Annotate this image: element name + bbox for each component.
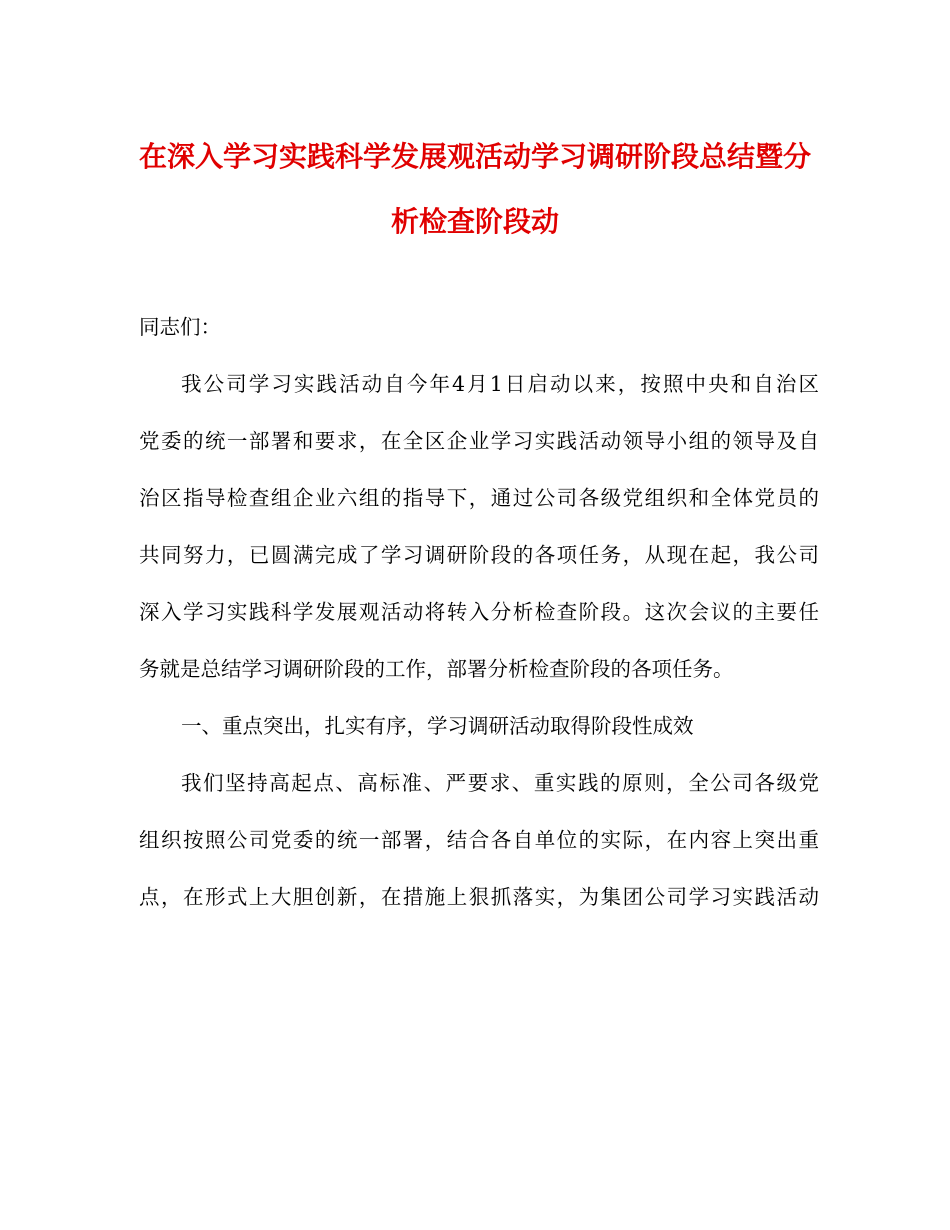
paragraph-1-line-1: 我公司学习实践活动自今年4月1日启动以来，按照中央和自治区: [181, 372, 819, 396]
paragraph-2-line-3: 点，在形式上大胆创新，在措施上狠抓落实，为集团公司学习实践活动: [139, 885, 819, 909]
document-title-line-2: 析检查阶段动: [390, 205, 559, 238]
paragraph-1-line-2: 党委的统一部署和要求，在全区企业学习实践活动领导小组的领导及自: [139, 429, 819, 453]
paragraph-1-line-6: 务就是总结学习调研阶段的工作，部署分析检查阶段的各项任务。: [139, 657, 734, 681]
paragraph-2-line-2: 组织按照公司党委的统一部署，结合各自单位的实际，在内容上突出重: [139, 828, 819, 852]
document-title-line-1: 在深入学习实践科学发展观活动学习调研阶段总结暨分: [138, 140, 811, 173]
paragraph-1-line-4: 共同努力，已圆满完成了学习调研阶段的各项任务，从现在起，我公司: [139, 543, 819, 567]
paragraph-1-line-3: 治区指导检查组企业六组的指导下，通过公司各级党组织和全体党员的: [139, 486, 819, 510]
paragraph-2-line-1: 我们坚持高起点、高标准、严要求、重实践的原则，全公司各级党: [181, 771, 819, 795]
section-heading-1: 一、重点突出，扎实有序，学习调研活动取得阶段性成效: [181, 714, 694, 738]
paragraph-1-line-5: 深入学习实践科学发展观活动将转入分析检查阶段。这次会议的主要任: [139, 600, 819, 624]
salutation: 同志们：: [139, 315, 221, 339]
